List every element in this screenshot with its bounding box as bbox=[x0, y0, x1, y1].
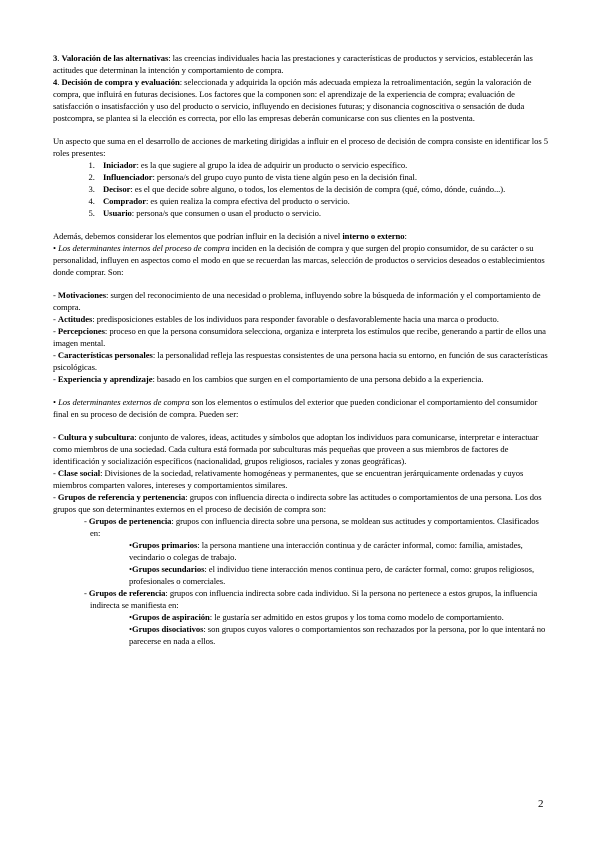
list-item bbox=[53, 623, 548, 647]
term: Los determinantes internos del proceso de compra bbox=[58, 243, 230, 253]
dash: - bbox=[53, 432, 56, 442]
page-number: 2 bbox=[538, 798, 544, 810]
item-text: : Divisiones de la sociedad, relativamente homogéneas y permanentes, que se encuentran jerárquicamente ordenadas y cuyos miembros comparten valores, intereses y comportamientos similares. bbox=[53, 468, 524, 490]
item-text: : basado en los cambios que surgen en el comportamiento de una persona debido a la experiencia. bbox=[152, 374, 484, 384]
dash: - bbox=[53, 326, 56, 336]
item-text: : conjunto de valores, ideas, actitudes y símbolos que adoptan los individuos para comunicarse, interpretar e interactuar como miembros de una sociedad. Cada cultura está formada por subculturas más pequeñas que proveen a sus miembros de factores de identificación y socialización específicos (nacionalidad, grupos religiosos, raciales y zonas geográficas). bbox=[53, 432, 539, 466]
dash: - bbox=[53, 314, 56, 324]
bullet-icon: • bbox=[129, 612, 132, 622]
roles-intro: Un aspecto que suma en el desarrollo de acciones de marketing dirigidas a influir en el proceso de decisión de compra consiste en identificar los 5 roles presentes: bbox=[53, 136, 548, 158]
term: Experiencia y aprendizaje bbox=[57, 374, 153, 384]
list-item bbox=[97, 159, 548, 171]
step-number: 4 bbox=[53, 77, 58, 87]
term: Usuario bbox=[103, 208, 132, 218]
item-text: : es el que decide sobre alguno, o todos, los elementos de la decisión de compra (qué, cómo, dónde, cuándo...). bbox=[130, 184, 506, 194]
bullet-icon: • bbox=[129, 564, 132, 574]
term: Características personales bbox=[57, 350, 153, 360]
list-item bbox=[97, 183, 548, 195]
internal-determinants bbox=[53, 242, 548, 278]
paragraph-decision: 4. Decisión de compra y evaluación: seleccionada y adquirida la opción más adecuada empieza la retroalimentación, según la valoración de compra, que influirá en futuras decisiones. Los factores que la componen son: el aprendizaje de la experiencia de compra; evaluación de satisfacción o insatisfacción y uso del producto o servicio, influyendo en decisiones futuras; y disonancia cognoscitiva o sensación de duda postcompra, se plantea si la elección es correcta, por ello las empresas deberán comunicarse con sus clientes en la postventa. bbox=[53, 77, 532, 123]
list-item-referencia bbox=[53, 587, 548, 611]
term: Iniciador bbox=[103, 160, 137, 170]
dash: - bbox=[84, 588, 87, 598]
bullet-icon: • bbox=[53, 397, 56, 407]
list-item bbox=[97, 171, 548, 183]
paragraph-alternatives: 3. Valoración de las alternativas: las creencias individuales hacia las prestaciones y características de productos y servicios, establecerán las actitudes que determinan la intención y comportamiento de compra. bbox=[53, 53, 533, 75]
term: Grupos disociativos bbox=[131, 624, 204, 634]
term: Cultura y subcultura bbox=[57, 432, 135, 442]
term: Grupos de aspiración bbox=[131, 612, 210, 622]
list-item bbox=[53, 539, 548, 563]
list-item bbox=[53, 611, 548, 623]
dash: - bbox=[53, 290, 56, 300]
bullet-icon: • bbox=[129, 540, 132, 550]
term: Grupos de pertenencia bbox=[88, 516, 172, 526]
item-text: : surgen del reconocimiento de una necesidad o problema, influyendo sobre la búsqueda de información y el comportamiento de compra. bbox=[53, 290, 541, 312]
paragraph-text: : las creencias individuales hacia las prestaciones y características de productos y servicios, establecerán las actitudes que determinan la intención y comportamiento de compra. bbox=[53, 53, 533, 75]
list-item bbox=[97, 207, 548, 219]
item-text: : es quien realiza la compra efectiva del producto o servicio. bbox=[146, 196, 350, 206]
bullet-icon: • bbox=[129, 624, 132, 634]
roles-list bbox=[53, 159, 548, 219]
term: Actitudes bbox=[57, 314, 93, 324]
dash: - bbox=[53, 350, 56, 360]
paragraph-text: inciden en la decisión de compra y que surgen del propio consumidor, de su carácter o su personalidad, influyen en aspectos como el modo en que se recuerdan las marcas, selección de productos o servicios deseados o establecimientos donde comprar. Son: bbox=[53, 243, 545, 277]
step-number: 3 bbox=[53, 53, 58, 63]
punctuation: : bbox=[404, 231, 407, 241]
term: Valoración de las alternativas bbox=[61, 53, 169, 63]
external-determinants bbox=[53, 396, 548, 420]
dash: - bbox=[84, 516, 87, 526]
list-item bbox=[53, 467, 548, 491]
list-item bbox=[97, 195, 548, 207]
list-item-pertenencia bbox=[53, 515, 548, 539]
list-item bbox=[53, 313, 548, 325]
term: interno o externo bbox=[342, 231, 405, 241]
dash: - bbox=[53, 468, 56, 478]
term: Motivaciones bbox=[57, 290, 107, 300]
item-text: : persona/s que consumen o usan el producto o servicio. bbox=[131, 208, 321, 218]
item-text: : la persona mantiene una interacción continua y de carácter informal, como: familia, amistades, vecindario o colegas de trabajo. bbox=[129, 540, 523, 562]
list-item bbox=[53, 431, 548, 467]
term: Comprador bbox=[103, 196, 146, 206]
item-text: : son grupos cuyos valores o comportamientos son rechazados por la persona, por lo que intentará no parecerse en nada a ellos. bbox=[129, 624, 546, 646]
item-text: : predisposiciones estables de los individuos para responder favorable o desfavorablemente hacia una marca o producto. bbox=[92, 314, 499, 324]
item-text: : la personalidad refleja las respuestas consistentes de una persona hacia su entorno, en función de sus características psicológicas. bbox=[53, 350, 548, 372]
term: Los determinantes externos de compra bbox=[58, 397, 190, 407]
term: Grupos de referencia y pertenencia bbox=[57, 492, 186, 502]
list-item bbox=[53, 289, 548, 313]
term: Influenciador bbox=[103, 172, 153, 182]
list-item bbox=[53, 325, 548, 349]
item-text: : proceso en que la persona consumidora selecciona, organiza e interpreta los estímulos que recibe, generando a partir de ellos una imagen mental. bbox=[53, 326, 546, 348]
list-item bbox=[53, 373, 548, 385]
term: Percepciones bbox=[57, 326, 105, 336]
term: Decisión de compra y evaluación bbox=[61, 77, 180, 87]
item-text: : grupos con influencia indirecta sobre cada individuo. Si la persona no pertenece a estos grupos, la influencia indirecta se manifiesta en: bbox=[90, 588, 538, 610]
term: Grupos de referencia bbox=[88, 588, 166, 598]
dash: - bbox=[53, 374, 56, 384]
list-item bbox=[53, 491, 548, 515]
item-text: : grupos con influencia directa sobre una persona, se moldean sus actitudes y comportamientos. Clasificados en: bbox=[90, 516, 539, 538]
paragraph-text: son los elementos o estímulos del exterior que pueden condicionar el comportamiento del consumidor final en su proceso de decisión de compra. Pueden ser: bbox=[53, 397, 538, 419]
dash: - bbox=[53, 492, 56, 502]
paragraph-text: : seleccionada y adquirida la opción más adecuada empieza la retroalimentación, según la valoración de compra, que influirá en futuras decisiones. Los factores que la componen son: el aprendizaje de la experiencia de compra; evaluación de satisfacción o insatisfacción y uso del producto o servicio, influyendo en decisiones futuras; y disonancia cognoscitiva o sensación de duda postcompra, se plantea si la elección es correcta, por ello las empresas deberán comunicarse con sus clientes en la postventa. bbox=[53, 77, 532, 123]
item-text: : es la que sugiere al grupo la idea de adquirir un producto o servicio específico. bbox=[136, 160, 408, 170]
term: Grupos primarios bbox=[131, 540, 198, 550]
item-text: : el individuo tiene interacción menos continua pero, de carácter formal, como: grupos religiosos, profesionales o comerciales. bbox=[129, 564, 535, 586]
term: Decisor bbox=[103, 184, 131, 194]
item-text: : grupos con influencia directa o indirecta sobre las actitudes o comportamientos de una persona. Los dos grupos que son determinantes externos en el proceso de decisión de compra son: bbox=[53, 492, 542, 514]
term: Grupos secundarios bbox=[131, 564, 205, 574]
bullet-icon: • bbox=[53, 243, 56, 253]
item-text: : le gustaría ser admitido en estos grupos y los toma como modelo de comportamiento. bbox=[209, 612, 504, 622]
influence-intro bbox=[53, 230, 548, 242]
item-text: : persona/s del grupo cuyo punto de vista tiene algún peso en la decisión final. bbox=[152, 172, 417, 182]
document-body bbox=[53, 52, 548, 647]
term: Clase social bbox=[57, 468, 101, 478]
intro-text: Además, debemos considerar los elementos que podrían influir en la decisión a nivel bbox=[53, 231, 343, 241]
list-item bbox=[53, 563, 548, 587]
list-item bbox=[53, 349, 548, 373]
